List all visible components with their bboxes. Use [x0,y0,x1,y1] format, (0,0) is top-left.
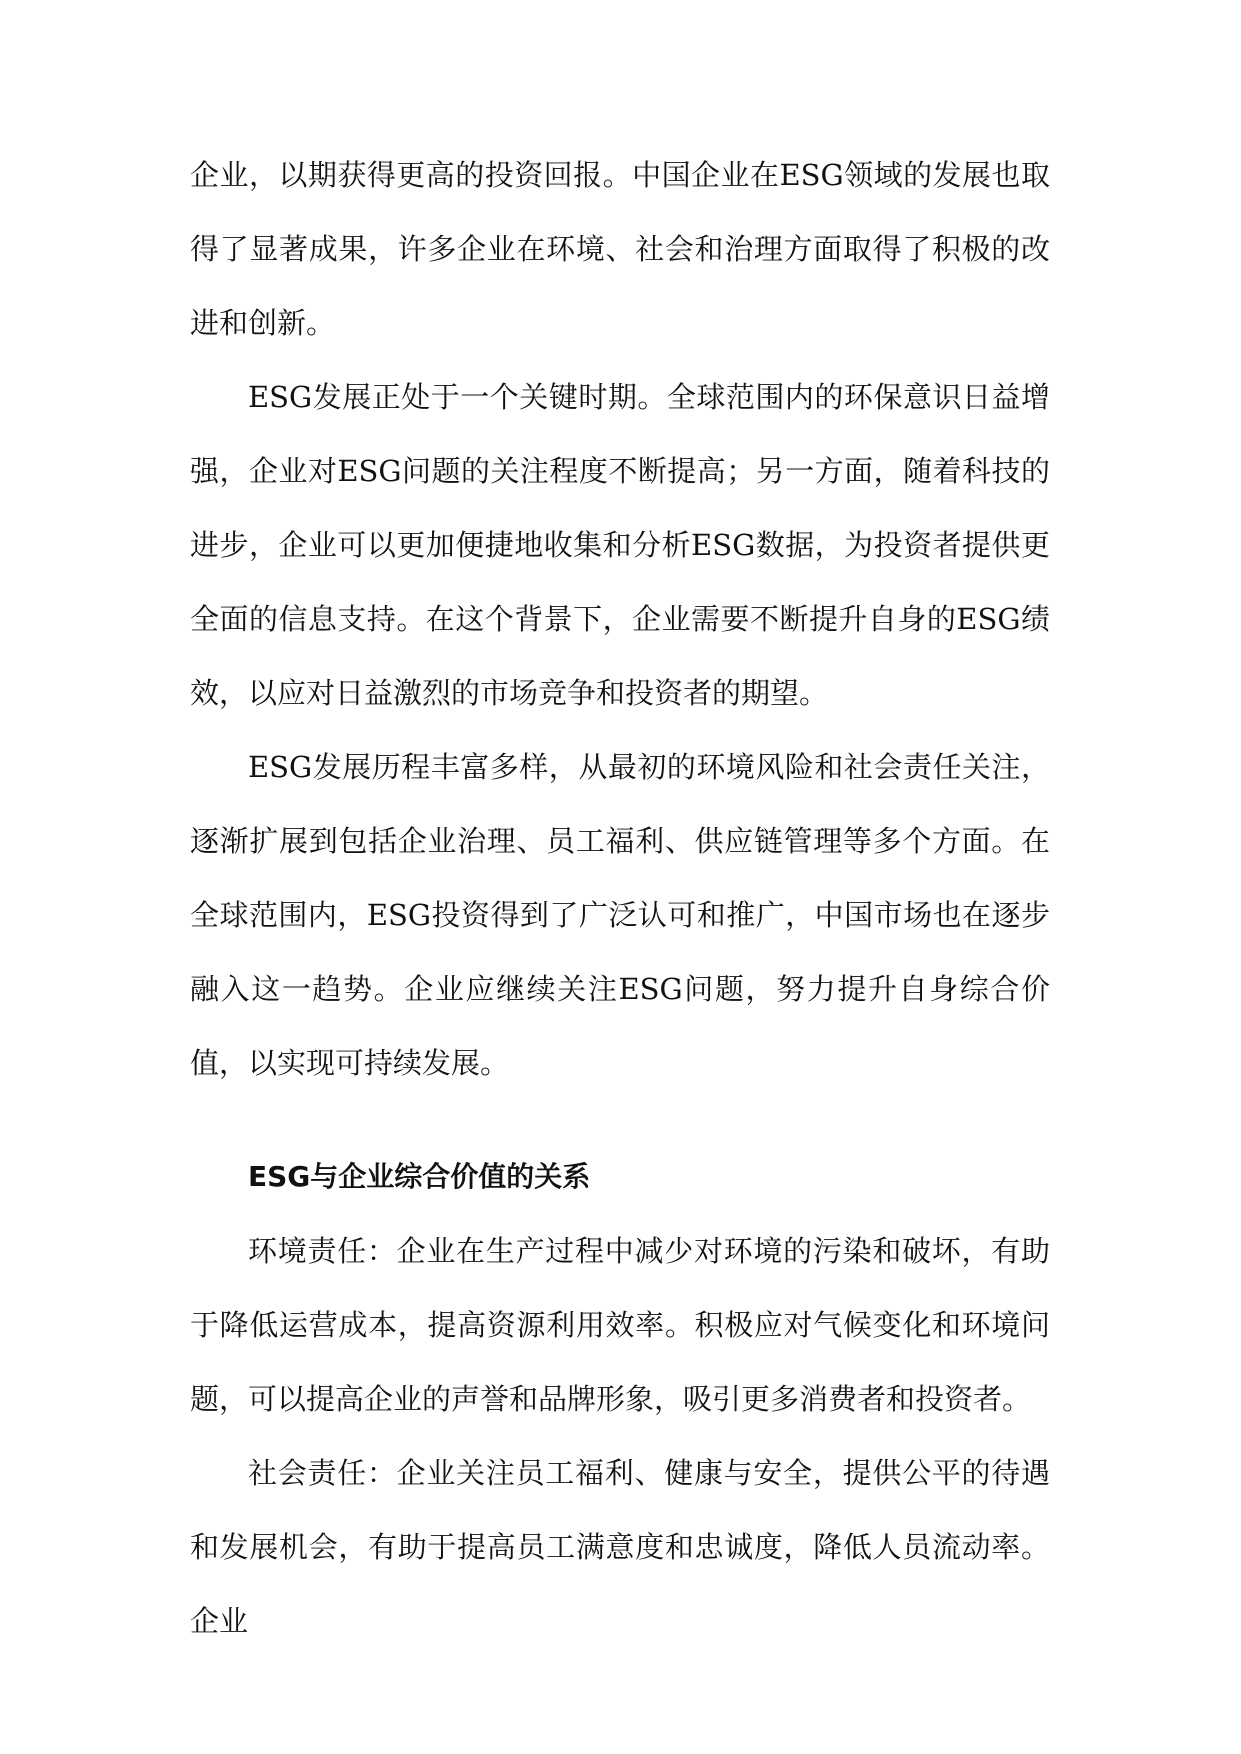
paragraph-environmental-responsibility: 环境责任：企业在生产过程中减少对环境的污染和破坏，有助于降低运营成本，提高资源利用效率。积极应对气候变化和环境问题，可以提高企业的声誉和品牌形象，吸引更多消费者和投资者。 [190,1234,1050,1416]
paragraph-esg-history: ESG发展历程丰富多样，从最初的环境风险和社会责任关注，逐渐扩展到包括企业治理、员工福利、供应链管理等多个方面。在全球范围内，ESG投资得到了广泛认可和推广，中国市场也在逐步融入这一趋势。企业应继续关注ESG问题，努力提升自身综合价值，以实现可持续发展。 [190,750,1050,1080]
section-heading: ESG与企业综合价值的关系 [248,1160,591,1193]
paragraph-social-responsibility: 社会责任：企业关注员工福利、健康与安全，提供公平的待遇和发展机会，有助于提高员工满意度和忠诚度，降低人员流动率。企业 [190,1456,1050,1638]
paragraph-esg-critical-period: ESG发展正处于一个关键时期。全球范围内的环保意识日益增强，企业对ESG问题的关注程度不断提高；另一方面，随着科技的进步，企业可以更加便捷地收集和分析ESG数据，为投资者提供更全面的信息支持。在这个背景下，企业需要不断提升自身的ESG绩效，以应对日益激烈的市场竞争和投资者的期望。 [190,380,1050,710]
paragraph-continuation: 企业，以期获得更高的投资回报。中国企业在ESG领域的发展也取得了显著成果，许多企业在环境、社会和治理方面取得了积极的改进和创新。 [190,158,1050,340]
document-body [190,138,1050,1658]
